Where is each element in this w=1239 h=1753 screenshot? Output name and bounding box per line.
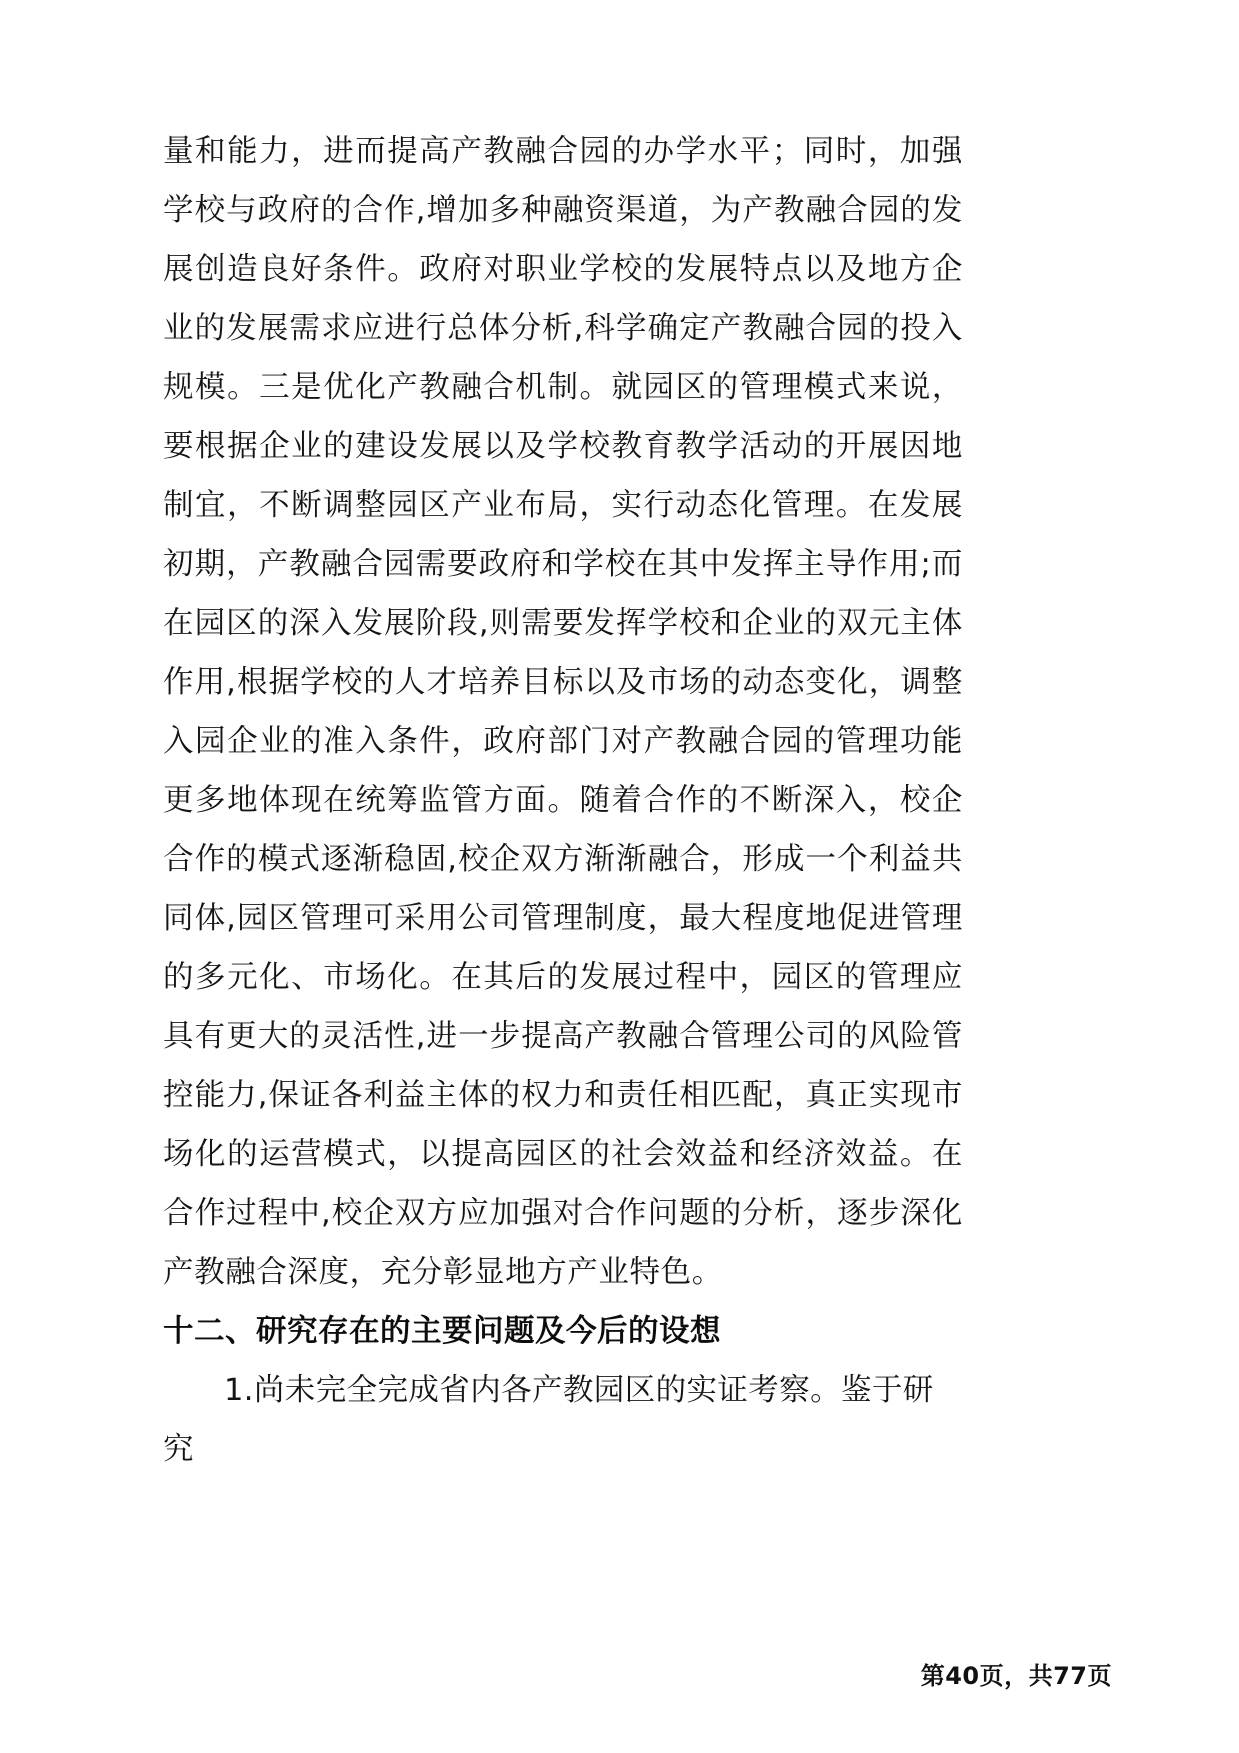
body-paragraph: 量和能力，进而提高产教融合园的办学水平；同时，加强学校与政府的合作,增加多种融资渠道，为产教融合园的发展创造良好条件。政府对职业学校的发展特点以及地方企业的发展需求应进行总体分析,科学确定产教融合园的投入规模。三是优化产教融合机制。就园区的管理模式来说，要根据企业的建设发展以及学校教育教学活动的开展因地制宜，不断调整园区产业布局，实行动态化管理。在发展初期，产教融合园需要政府和学校在其中发挥主导作用;而在园区的深入发展阶段,则需要发挥学校和企业的双元主体作用,根据学校的人才培养目标以及市场的动态变化，调整入园企业的准入条件，政府部门对产教融合园的管理功能更多地体现在统筹监管方面。随着合作的不断深入，校企合作的模式逐渐稳固,校企双方渐渐融合，形成一个利益共同体,园区管理可采用公司管理制度，最大程度地促进管理的多元化、市场化。在其后的发展过程中，园区的管理应具有更大的灵活性,进一步提高产教融合管理公司的风险管控能力,保证各利益主体的权力和责任相匹配，真正实现市场化的运营模式，以提高园区的社会效益和经济效益。在合作过程中,校企双方应加强对合作问题的分析，逐步深化产教融合深度，充分彰显地方产业特色。 <box>163 134 963 1290</box>
page-content <box>163 122 963 1479</box>
list-item-1: 1.尚未完全完成省内各产教园区的实证考察。鉴于研究 <box>163 1373 934 1467</box>
section-heading: 十二、研究存在的主要问题及今后的设想 <box>163 1314 721 1349</box>
page-footer: 第40页，共77页 <box>920 1662 1112 1690</box>
